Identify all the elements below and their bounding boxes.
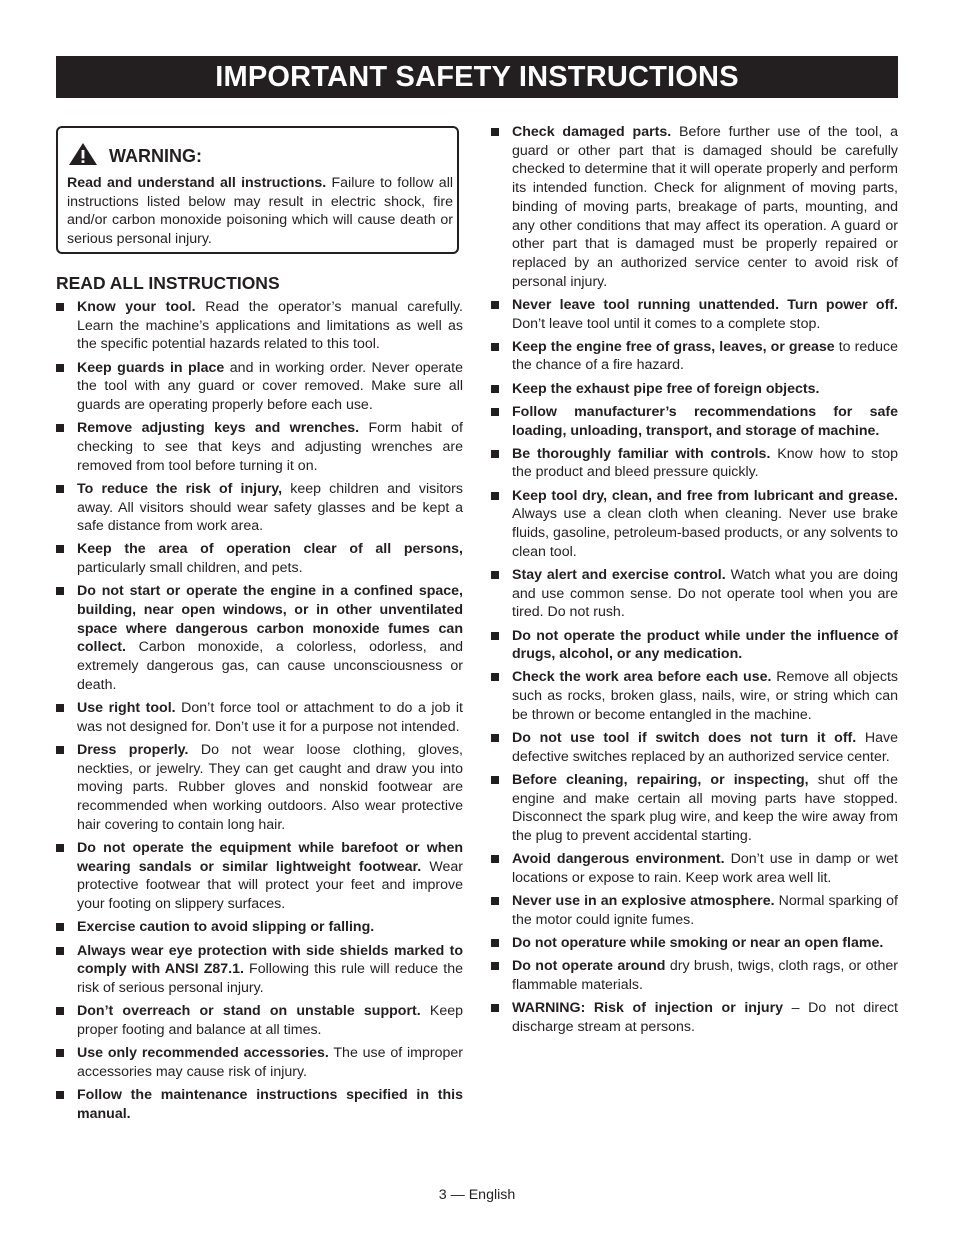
- item-bold: Keep the area of operation clear of all persons,: [77, 541, 463, 558]
- list-item: [491, 296, 898, 333]
- item-text: Watch what you are doing and use common sense. Do not operate tool when you are tired. Do not rush.: [512, 566, 898, 621]
- warning-detail: Failure to follow all instructions listed below may result in electric shock, fire and/or carbon monoxide poisoning which will cause death or serious personal injury.: [67, 175, 453, 247]
- item-bold: Do not start or operate the engine in a confined space, building, near open windows, or in other unventilated space where dangerous carbon monoxide fumes can collect.: [77, 583, 463, 656]
- list-item: [491, 771, 898, 846]
- list-item: [56, 359, 463, 415]
- item-text: Normal sparking of the motor could ignite fumes.: [512, 893, 898, 928]
- item-text: keep children and visitors away. All visitors should wear safety glasses and be kept a safe distance from work area.: [77, 480, 464, 535]
- list-item: [491, 445, 898, 482]
- item-bold: Before cleaning, repairing, or inspecting,: [512, 772, 809, 788]
- square-bullet-icon: [491, 128, 499, 136]
- item-bold: Do not use tool if switch does not turn it off.: [512, 730, 857, 747]
- item-bold: Remove adjusting keys and wrenches.: [77, 420, 360, 437]
- list-item: [491, 627, 898, 664]
- item-text: Before further use of the tool, a guard or other part that is damaged should be carefully checked to determine that it will operate properly and perform its intended function. Check for alignment of moving parts, binding of moving parts, breakage of parts, mounting, and any other conditions that may affect its operation. A guard or other part that is damaged must be properly repaired or replaced by an authorized service center to avoid risk of personal injury.: [512, 124, 898, 290]
- item-bold: Keep guards in place: [77, 359, 225, 376]
- list-item: [56, 699, 463, 736]
- square-bullet-icon: [56, 587, 64, 595]
- square-bullet-icon: [56, 303, 64, 311]
- square-bullet-icon: [491, 385, 499, 393]
- square-bullet-icon: [491, 343, 499, 351]
- item-bold: Follow manufacturer’s recommendations for safe loading, unloading, transport, and storage of machine.: [512, 403, 898, 439]
- list-item: [491, 487, 898, 562]
- item-bold: Stay alert and exercise control.: [512, 566, 726, 583]
- warning-title: WARNING:: [109, 146, 202, 166]
- square-bullet-icon: [491, 632, 499, 640]
- warning-triangle-icon: [68, 142, 98, 166]
- list-item: [56, 582, 463, 694]
- square-bullet-icon: [491, 673, 499, 681]
- square-bullet-icon: [491, 301, 499, 309]
- warning-text: [67, 174, 453, 248]
- item-bold: Follow the maintenance instructions specified in this manual.: [77, 1086, 463, 1122]
- item-bold: Use right tool.: [77, 700, 176, 717]
- list-item: [56, 839, 463, 914]
- list-item: [56, 480, 463, 536]
- item-text: Keep proper footing and balance at all times.: [77, 1003, 463, 1038]
- list-item: [56, 1044, 463, 1081]
- list-item: [491, 123, 898, 291]
- square-bullet-icon: [56, 844, 64, 852]
- item-text: Don’t use in damp or wet locations or expose to rain. Keep work area well lit.: [512, 851, 898, 887]
- item-bold: Be thoroughly familiar with controls.: [512, 445, 771, 462]
- list-item: [491, 729, 898, 766]
- list-item: [491, 338, 898, 375]
- item-text: Remove all objects such as rocks, broken glass, nails, wire, or string which can be thrown or become entangled in the machine.: [512, 669, 898, 723]
- square-bullet-icon: [56, 1049, 64, 1057]
- item-text: – Do not direct discharge stream at persons.: [512, 1000, 898, 1035]
- item-bold: Keep the engine free of grass, leaves, or grease: [512, 338, 835, 355]
- list-item: [491, 403, 898, 440]
- list-item: [491, 892, 898, 929]
- list-item: [56, 540, 463, 577]
- square-bullet-icon: [56, 424, 64, 432]
- item-bold: Exercise caution to avoid slipping or falling.: [77, 919, 375, 936]
- square-bullet-icon: [491, 776, 499, 784]
- warning-box: [56, 126, 459, 254]
- list-item: [56, 419, 463, 475]
- list-item: [491, 957, 898, 994]
- square-bullet-icon: [56, 545, 64, 553]
- page-footer: 3 — English: [438, 1187, 516, 1203]
- item-bold: Don’t overreach or stand on unstable support.: [77, 1003, 421, 1020]
- square-bullet-icon: [56, 746, 64, 754]
- section-title: READ ALL INSTRUCTIONS: [56, 273, 280, 293]
- square-bullet-icon: [56, 485, 64, 493]
- item-text: Following this rule will reduce the risk of serious personal injury.: [77, 961, 463, 996]
- item-text: The use of improper accessories may cause risk of injury.: [77, 1045, 463, 1080]
- list-item: [491, 850, 898, 887]
- list-item: [491, 566, 898, 622]
- square-bullet-icon: [491, 571, 499, 579]
- item-bold: Do not operate around: [512, 958, 666, 975]
- square-bullet-icon: [56, 364, 64, 372]
- item-bold: Always wear eye protection with side shields marked to comply with ANSI Z87.1.: [77, 942, 463, 978]
- item-bold: Keep tool dry, clean, and free from lubricant and grease.: [512, 487, 898, 504]
- item-text: Wear protective footwear that will protect your feet and improve your footing on slippery surfaces.: [77, 858, 463, 913]
- item-bold: Never leave tool running unattended. Turn power off.: [512, 296, 898, 313]
- list-item: [56, 741, 463, 835]
- item-text: Do not wear loose clothing, gloves, neckties, or jewelry. They can get caught and draw you into moving parts. Rubber gloves and nonskid footwear are recommended when working outdoors. Also wear protective hair covering to contain long hair.: [77, 741, 463, 833]
- square-bullet-icon: [491, 855, 499, 863]
- square-bullet-icon: [56, 1091, 64, 1099]
- item-bold: Keep the exhaust pipe free of foreign objects.: [512, 380, 820, 397]
- item-text: Read the operator’s manual carefully. Learn the machine’s applications and limitations as well as the specific potential hazards related to this tool.: [77, 299, 463, 353]
- item-bold: Do not operature while smoking or near an open flame.: [512, 935, 884, 952]
- item-text: and in working order. Never operate the tool with any guard or cover removed. Make sure all guards are operating properly before each use.: [77, 359, 463, 414]
- item-bold: WARNING: Risk of injection or injury: [512, 1000, 783, 1017]
- list-item: [491, 380, 898, 399]
- square-bullet-icon: [491, 1004, 499, 1012]
- square-bullet-icon: [56, 704, 64, 712]
- list-item: [491, 934, 898, 953]
- item-bold: To reduce the risk of injury,: [77, 480, 283, 497]
- square-bullet-icon: [56, 947, 64, 955]
- item-bold: Do not operate the equipment while barefoot or when wearing sandals or similar lightweight footwear.: [77, 839, 463, 875]
- list-item: [56, 1002, 463, 1039]
- list-item: [56, 1086, 463, 1123]
- item-text: to reduce the chance of a fire hazard.: [512, 338, 898, 374]
- item-bold: Check the work area before each use.: [512, 669, 772, 686]
- item-bold: Know your tool.: [77, 299, 196, 315]
- item-text: particularly small children, and pets.: [77, 560, 303, 577]
- square-bullet-icon: [491, 734, 499, 742]
- square-bullet-icon: [491, 939, 499, 947]
- item-text: Always use a clean cloth when cleaning. Never use brake fluids, gasoline, petroleum-based products, or any solvents to clean tool.: [512, 506, 898, 560]
- page-title: IMPORTANT SAFETY INSTRUCTIONS: [56, 56, 898, 98]
- item-bold: Check damaged parts.: [512, 124, 672, 140]
- item-text: Form habit of checking to see that keys and adjusting wrenches are removed from tool before turning it on.: [77, 420, 463, 474]
- item-bold: Use only recommended accessories.: [77, 1045, 329, 1062]
- list-item: [56, 942, 463, 998]
- item-text: Have defective switches replaced by an authorized service center.: [512, 730, 899, 765]
- item-bold: Do not operate the product while under the influence of drugs, alcohol, or any medication.: [512, 627, 898, 663]
- list-item: [491, 999, 898, 1036]
- square-bullet-icon: [491, 408, 499, 416]
- square-bullet-icon: [491, 450, 499, 458]
- warning-bold: Read and understand all instructions.: [67, 175, 327, 191]
- list-item: [56, 918, 463, 937]
- square-bullet-icon: [491, 492, 499, 500]
- square-bullet-icon: [491, 897, 499, 905]
- list-item: [491, 668, 898, 724]
- item-bold: Never use in an explosive atmosphere.: [512, 893, 775, 910]
- item-text: shut off the engine and make certain all moving parts have stopped. Disconnect the spark plug wire, and keep the wire away from the plug to prevent accidental starting.: [512, 772, 898, 845]
- right-instruction-list: [491, 123, 898, 1041]
- left-instruction-list: [56, 298, 463, 1128]
- square-bullet-icon: [56, 1007, 64, 1015]
- item-text: Don’t force tool or attachment to do a job it was not designed for. Don’t use it for a purpose not intended.: [77, 700, 463, 735]
- item-bold: Dress properly.: [77, 741, 189, 758]
- item-text: dry brush, twigs, cloth rags, or other flammable materials.: [512, 958, 898, 994]
- item-text: Carbon monoxide, a colorless, odorless, and extremely dangerous gas, can cause unconsciousness or death.: [77, 639, 463, 693]
- item-text: Don’t leave tool until it comes to a complete stop.: [512, 315, 821, 332]
- item-text: Know how to stop the product and bleed pressure quickly.: [512, 445, 898, 481]
- list-item: [56, 298, 463, 354]
- square-bullet-icon: [491, 962, 499, 970]
- item-bold: Avoid dangerous environment.: [512, 851, 725, 868]
- square-bullet-icon: [56, 923, 64, 931]
